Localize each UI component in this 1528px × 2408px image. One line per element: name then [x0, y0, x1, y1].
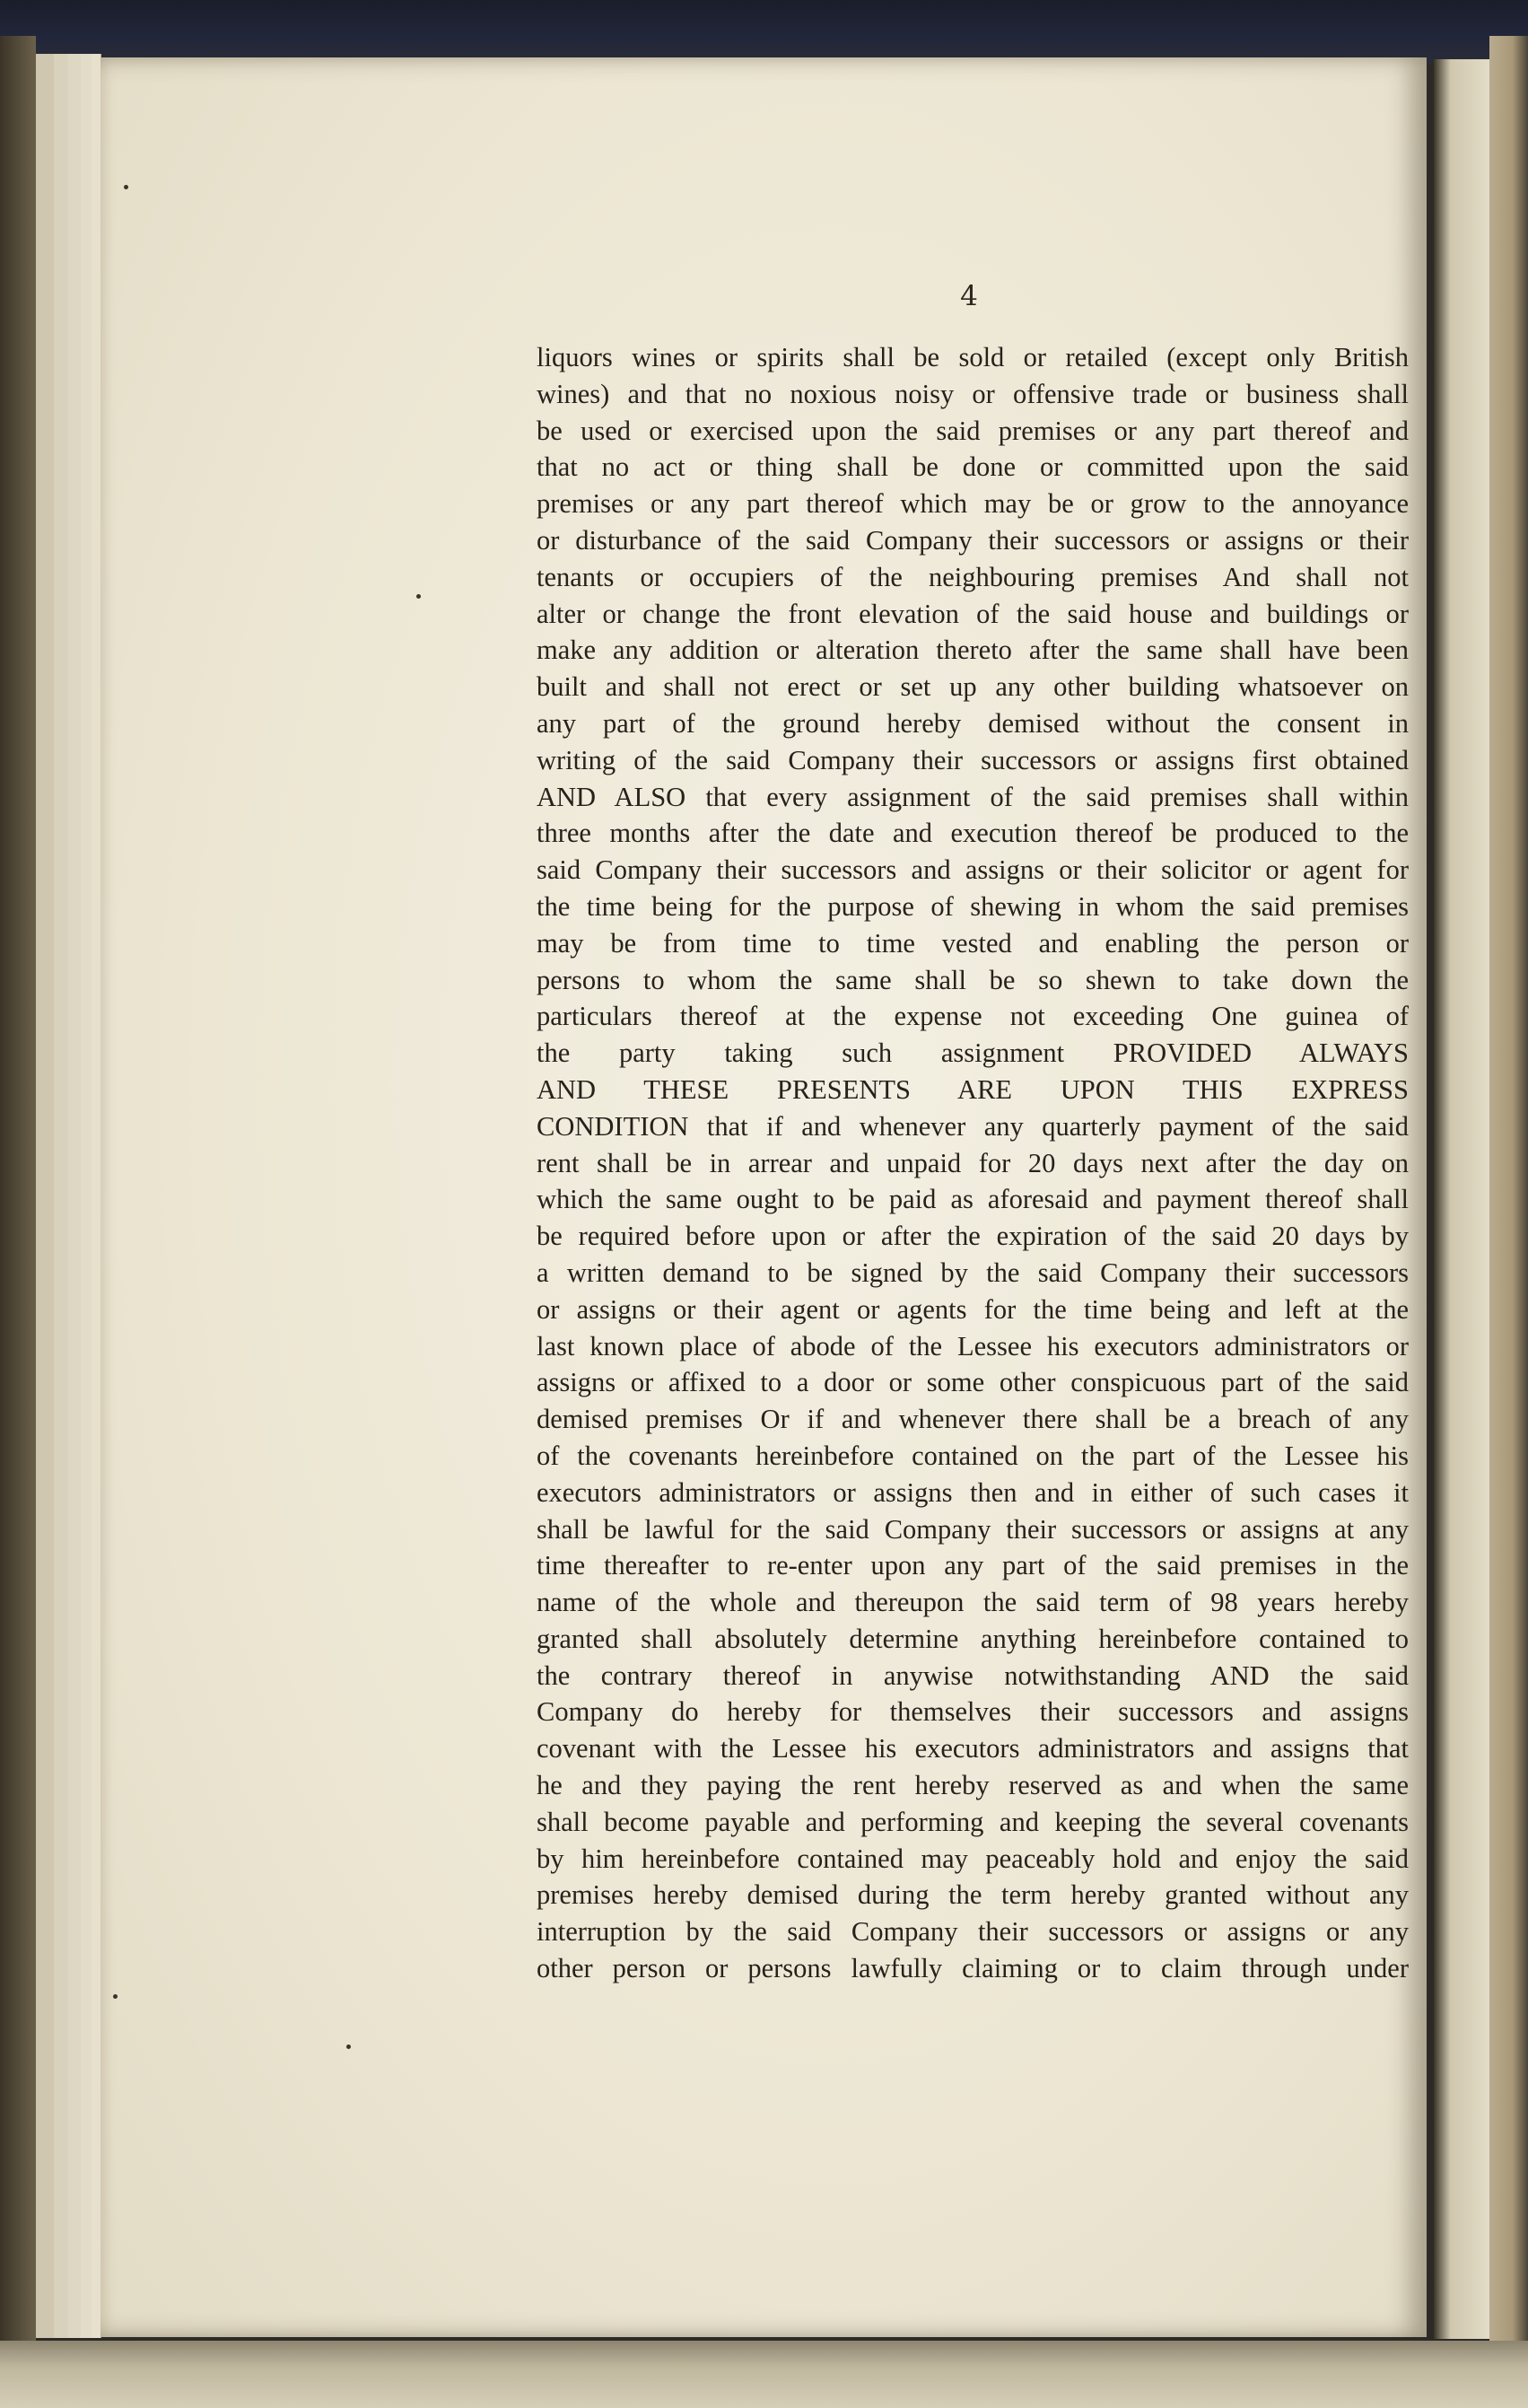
text-line: executors administrators or assigns then and in either of such cases it: [537, 1476, 1409, 1508]
text-line: covenant with the Lessee his executors administrators and assigns that: [537, 1733, 1409, 1764]
text-line: or disturbance of the said Company their successors or assigns or their: [537, 524, 1409, 556]
text-line: last known place of abode of the Lessee his executors administrators or: [537, 1330, 1409, 1362]
text-line: shall be lawful for the said Company their successors or assigns at any: [537, 1513, 1409, 1545]
adjacent-page-edge: [1434, 59, 1489, 2339]
text-line: built and shall not erect or set up any other building whatsoever on: [537, 671, 1409, 703]
text-line: name of the whole and thereupon the said term of 98 years hereby: [537, 1587, 1409, 1618]
body-text: [537, 339, 1409, 1987]
text-line: wines) and that no noxious noisy or offensive trade or business shall: [537, 378, 1409, 409]
text-line: the party taking such assignment PROVIDED ALWAYS: [537, 1038, 1409, 1069]
page-edge: [68, 54, 82, 2338]
text-line: writing of the said Company their successors or assigns first obtained: [537, 744, 1409, 775]
book-cover-top: [0, 0, 1528, 65]
paper-speck: [416, 594, 421, 599]
text-line: the contrary thereof in anywise notwithstanding AND the said: [537, 1659, 1409, 1691]
text-line: or assigns or their agent or agents for the time being and left at the: [537, 1293, 1409, 1325]
page-number: 4: [960, 280, 978, 312]
text-line: a written demand to be signed by the said Company their successors: [537, 1257, 1409, 1288]
book-cover-left: [0, 36, 36, 2408]
text-line: he and they paying the rent hereby reserved as and when the same: [537, 1770, 1409, 1801]
text-line: by him hereinbefore contained may peaceably hold and enjoy the said: [537, 1843, 1409, 1874]
text-line: premises hereby demised during the term hereby granted without any: [537, 1879, 1409, 1911]
text-line: tenants or occupiers of the neighbouring premises And shall not: [537, 561, 1409, 592]
paper-speck: [346, 2045, 351, 2049]
text-line: interruption by the said Company their successors or assigns or any: [537, 1916, 1409, 1948]
text-line: assigns or affixed to a door or some other conspicuous part of the said: [537, 1367, 1409, 1398]
text-line: the time being for the purpose of shewing in whom the said premises: [537, 890, 1409, 922]
text-line: demised premises Or if and whenever there shall be a breach of any: [537, 1404, 1409, 1435]
text-line: shall become payable and performing and keeping the several covenants: [537, 1806, 1409, 1837]
text-line: CONDITION that if and whenever any quarterly payment of the said: [537, 1110, 1409, 1142]
text-line: alter or change the front elevation of the said house and buildings or: [537, 598, 1409, 629]
text-line: be required before upon or after the expiration of the said 20 days by: [537, 1221, 1409, 1252]
text-line: granted shall absolutely determine anything hereinbefore contained to: [537, 1623, 1409, 1654]
text-line: time thereafter to re-enter upon any part of the said premises in the: [537, 1550, 1409, 1581]
page-edge: [54, 54, 69, 2338]
book-cover-right: [1489, 36, 1528, 2408]
text-line: any part of the ground hereby demised without the consent in: [537, 707, 1409, 739]
text-line: which the same ought to be paid as aforesaid and payment thereof shall: [537, 1184, 1409, 1215]
text-line: liquors wines or spirits shall be sold or retailed (except only British: [537, 342, 1409, 372]
text-line: may be from time to time vested and enabling the person or: [537, 927, 1409, 959]
text-line: make any addition or alteration thereto after the same shall have been: [537, 635, 1409, 666]
text-line: particulars thereof at the expense not exceeding One guinea of: [537, 1001, 1409, 1032]
text-line: Company do hereby for themselves their successors and assigns: [537, 1696, 1409, 1728]
text-line: said Company their successors and assigns or their solicitor or agent for: [537, 854, 1409, 886]
text-line: of the covenants hereinbefore contained on the part of the Lessee his: [537, 1440, 1409, 1471]
text-line: that no act or thing shall be done or committed upon the said: [537, 451, 1409, 483]
paper-speck: [113, 1994, 118, 1999]
text-line: persons to whom the same shall be so shewn to take down the: [537, 964, 1409, 995]
text-line: three months after the date and execution thereof be produced to the: [537, 818, 1409, 849]
text-line: premises or any part thereof which may be or grow to the annoyance: [537, 488, 1409, 520]
text-line: AND ALSO that every assignment of the said premises shall within: [537, 781, 1409, 812]
text-line: other person or persons lawfully claiming or to claim through under: [537, 1953, 1409, 1984]
text-line: rent shall be in arrear and unpaid for 20 days next after the day on: [537, 1147, 1409, 1178]
text-line: be used or exercised upon the said premises or any part thereof and: [537, 415, 1409, 446]
book-bottom-edge: [0, 2341, 1528, 2408]
paper-speck: [124, 185, 128, 189]
text-line: AND THESE PRESENTS ARE UPON THIS EXPRESS: [537, 1073, 1409, 1105]
page-edge: [36, 54, 55, 2338]
